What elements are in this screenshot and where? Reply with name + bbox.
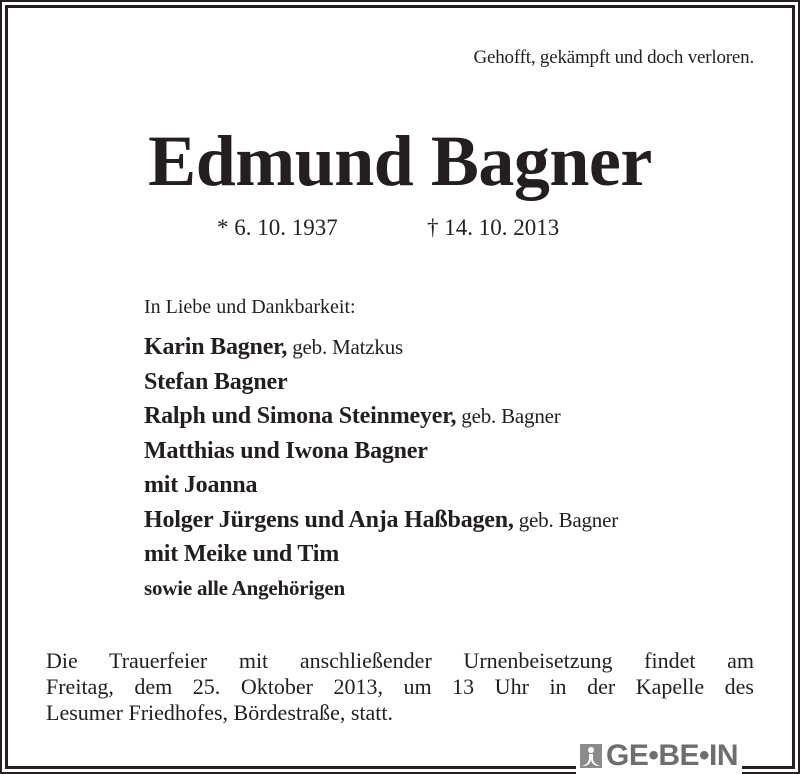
mourner-line <box>144 330 618 365</box>
mourner-name: mit Meike und Tim <box>144 541 340 567</box>
mourner-note: geb. Matzkus <box>287 335 403 359</box>
mourner-line <box>144 537 618 572</box>
mourner-name: sowie alle Angehörigen <box>144 575 345 600</box>
birth-date: * 6. 10. 1937 <box>217 215 338 240</box>
ceremony-line: Freitag, dem 25. Oktober 2013, um 13 Uhr in der Kapelle des <box>46 674 754 699</box>
mourner-line <box>144 572 618 605</box>
mourners-intro: In Liebe und Dankbarkeit: <box>144 296 356 318</box>
death-date: † 14. 10. 2013 <box>427 215 560 240</box>
ceremony-details <box>46 648 754 726</box>
ceremony-line: Die Trauerfeier mit anschließender Urnenbeisetzung findet am <box>46 648 754 673</box>
mourner-line <box>144 399 618 434</box>
ceremony-line: Lesumer Friedhofes, Bördestraße, statt. <box>46 700 394 725</box>
gebein-logo-text: GE•BE•IN <box>606 739 739 772</box>
mourner-name: Stefan Bagner <box>144 368 288 395</box>
mourner-name: mit Joanna <box>144 472 258 498</box>
mourner-name: Ralph und Simona Steinmeyer, <box>144 403 457 429</box>
deceased-name: Edmund Bagner <box>148 121 652 201</box>
gebein-logo-icon <box>580 744 602 768</box>
gebein-logo <box>576 738 742 774</box>
mourner-line <box>144 468 618 503</box>
mourner-name: Holger Jürgens und Anja Haßbagen, <box>144 506 514 533</box>
mourner-note: geb. Bagner <box>456 404 561 428</box>
mourner-line <box>144 365 618 400</box>
mourner-line <box>144 434 618 469</box>
mourner-line <box>144 503 618 538</box>
mourners-list <box>144 330 618 605</box>
mourner-name: Matthias und Iwona Bagner <box>144 437 428 464</box>
mourner-note: geb. Bagner <box>513 507 619 532</box>
motto-text: Gehofft, gekämpft und doch verloren. <box>473 47 754 68</box>
mourner-name: Karin Bagner, <box>144 334 288 360</box>
